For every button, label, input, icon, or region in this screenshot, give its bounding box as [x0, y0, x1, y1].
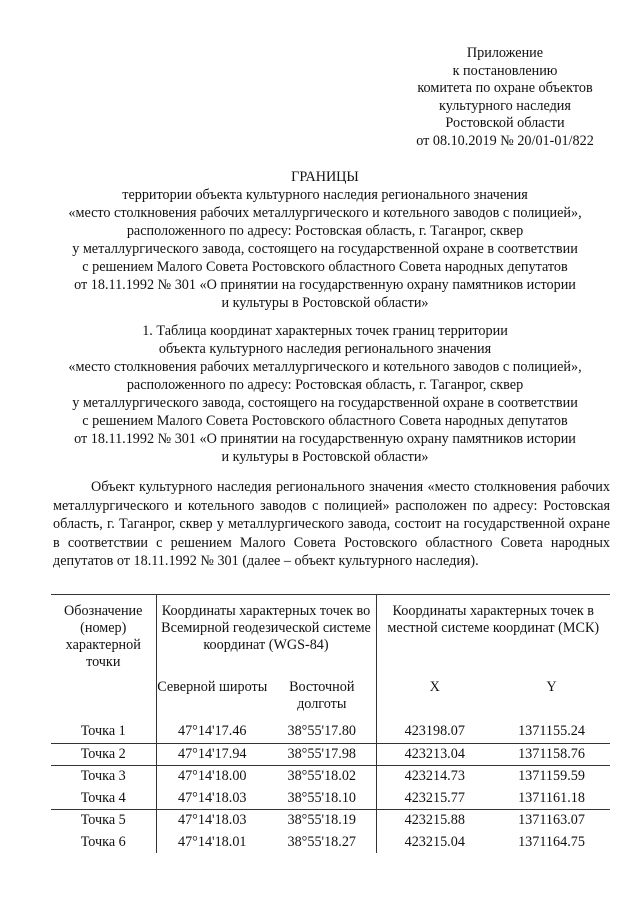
appendix-line: Ростовской области — [445, 115, 565, 131]
appendix-line: от 08.10.2019 № 20/01-01/822 — [416, 132, 594, 149]
cell-y: 1371159.59 — [518, 768, 585, 784]
cell-y: 1371163.07 — [518, 812, 585, 828]
cell-lon: 38°55'18.19 — [268, 810, 376, 832]
cell-lat: 47°14'18.03 — [177, 812, 247, 828]
cell-point: Точка 5 — [51, 810, 156, 832]
appendix-line: культурного наследия — [439, 97, 571, 114]
title-line: от 18.11.1992 № 301 «О принятии на государственную охрану памятников истории — [74, 277, 576, 293]
title-heading: ГРАНИЦЫ — [291, 169, 359, 185]
header-east: Восточной долготы — [268, 675, 376, 721]
title-line: территории объекта культурного наследия регионального значения — [122, 187, 528, 203]
cell-point: Точка 2 — [51, 743, 156, 766]
table-row — [51, 832, 610, 854]
cell-y: 1371158.76 — [493, 743, 610, 766]
cell-lon: 38°55'17.80 — [268, 721, 376, 743]
header-north: Северной широты — [157, 679, 268, 695]
appendix-line: комитета по охране объектов — [417, 80, 593, 96]
table-row — [51, 721, 610, 743]
cell-point: Точка 1 — [51, 721, 156, 743]
cell-y: 1371161.18 — [493, 788, 610, 810]
cell-y: 1371155.24 — [493, 721, 610, 743]
table-title-line: с решением Малого Совета Ростовского областного Совета народных депутатов — [82, 413, 568, 429]
title-line: у металлургического завода, состоящего на государственной охране в соответствии — [72, 241, 578, 257]
header-msk: Координаты характерных точек в местной системе координат (МСК) — [387, 603, 600, 636]
table-row — [51, 788, 610, 810]
table-title-line: и культуры в Ростовской области» — [221, 449, 429, 465]
cell-point: Точка 3 — [51, 766, 156, 788]
header-y: Y — [546, 679, 557, 695]
coordinates-table — [51, 594, 610, 853]
cell-lat: 47°14'18.01 — [177, 833, 247, 850]
table-title-line: у металлургического завода, состоящего на государственной охране в соответствии — [72, 395, 578, 411]
title-line: и культуры в Ростовской области» — [221, 295, 429, 311]
appendix-line: Приложение — [466, 45, 544, 61]
cell-x: 423215.04 — [404, 833, 465, 850]
cell-x: 423215.88 — [404, 812, 465, 828]
table-title-line: расположенного по адресу: Ростовская область, г. Таганрог, сквер — [126, 377, 524, 393]
document-title — [40, 168, 610, 312]
appendix-block — [380, 45, 630, 150]
cell-x: 423215.77 — [376, 788, 493, 810]
table-row — [51, 743, 610, 766]
appendix-line: к постановлению — [452, 62, 558, 79]
table-title — [40, 322, 610, 466]
cell-point: Точка 4 — [51, 788, 156, 810]
title-line: расположенного по адресу: Ростовская область, г. Таганрог, сквер — [126, 223, 524, 239]
header-wgs: Координаты характерных точек во Всемирной геодезической системе координат (WGS-84) — [156, 595, 376, 676]
header-x: X — [429, 679, 440, 695]
table-title-line: от 18.11.1992 № 301 «О принятии на государственную охрану памятников истории — [74, 431, 576, 447]
cell-lat: 47°14'17.94 — [156, 743, 268, 766]
cell-x: 423198.07 — [376, 721, 493, 743]
cell-x: 423214.73 — [404, 768, 465, 784]
title-line: с решением Малого Совета Ростовского областного Совета народных депутатов — [82, 259, 568, 275]
cell-lat: 47°14'17.46 — [156, 721, 268, 743]
cell-lon: 38°55'18.27 — [268, 832, 376, 854]
cell-lon: 38°55'18.02 — [268, 766, 376, 788]
cell-x: 423213.04 — [376, 743, 493, 766]
cell-lon: 38°55'17.98 — [268, 743, 376, 766]
cell-y: 1371164.75 — [518, 833, 585, 850]
table-title-line: 1. Таблица координат характерных точек границ территории — [142, 323, 508, 339]
table-title-line: «место столкновения рабочих металлургического и котельного заводов с полицией», — [68, 359, 582, 375]
table-title-line: объекта культурного наследия регионального значения — [158, 341, 492, 357]
cell-lat: 47°14'18.00 — [177, 768, 247, 784]
description-paragraph: Объект культурного наследия регионального значения «место столкновения рабочих металлургического и котельного заводов с полицией» расположен по адресу: Ростовская область, г. Таганрог, сквер у металлургического завода, состоит на государственной охране в соответствии с решением Малого Совета Ростовского областного Совета народных депутатов от 18.11.1992 № 301 (далее – объект культурного наследия). — [53, 479, 610, 570]
title-line: «место столкновения рабочих металлургического и котельного заводов с полицией», — [68, 205, 582, 221]
header-point: Обозначение (номер) характерной точки — [51, 595, 156, 722]
cell-point: Точка 6 — [51, 832, 156, 854]
table-row — [51, 766, 610, 788]
cell-lon: 38°55'18.10 — [268, 788, 376, 810]
cell-lat: 47°14'18.03 — [156, 788, 268, 810]
table-row — [51, 810, 610, 832]
